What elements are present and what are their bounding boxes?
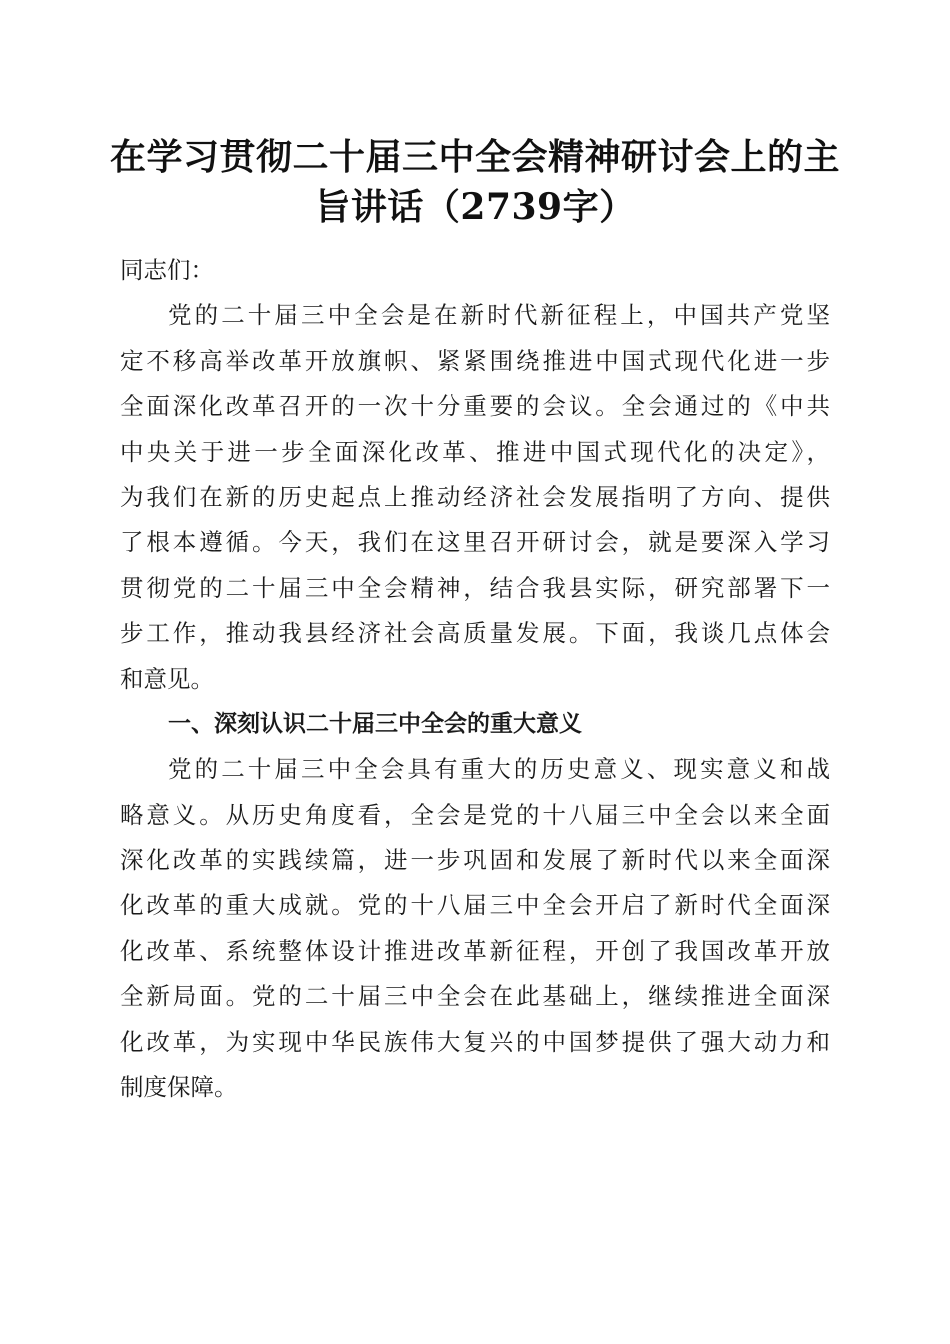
paragraph-line: 为我们在新的历史起点上推动经济社会发展指明了方向、提供	[120, 482, 830, 511]
salutation: 同志们：	[120, 256, 214, 284]
document-body	[120, 248, 830, 1110]
paragraph-line: 和意见。	[120, 664, 214, 693]
paragraph-line: 制度保障。	[120, 1073, 238, 1102]
paragraph-line: 化改革、系统整体设计推进改革新征程，开创了我国改革开放	[120, 936, 830, 965]
paragraph-line: 贯彻党的二十届三中全会精神，结合我县实际，研究部署下一	[120, 573, 830, 602]
paragraph-line: 化改革，为实现中华民族伟大复兴的中国梦提供了强大动力和	[120, 1027, 830, 1056]
paragraph-line: 化改革的重大成就。党的十八届三中全会开启了新时代全面深	[120, 891, 830, 920]
paragraph-line: 略意义。从历史角度看，全会是党的十八届三中全会以来全面	[120, 800, 830, 829]
document-title	[100, 132, 850, 232]
paragraph-line: 深化改革的实践续篇，进一步巩固和发展了新时代以来全面深	[120, 846, 830, 875]
paragraph-significance	[120, 747, 830, 1110]
paragraph-line: 党的二十届三中全会是在新时代新征程上，中国共产党坚	[168, 301, 830, 330]
paragraph-line: 定不移高举改革开放旗帜、紧紧围绕推进中国式现代化进一步	[120, 346, 830, 375]
paragraph-line: 全面深化改革召开的一次十分重要的会议。全会通过的《中共	[120, 392, 830, 421]
paragraph-intro	[120, 293, 830, 702]
section-heading: 一、深刻认识二十届三中全会的重大意义	[168, 710, 582, 737]
paragraph-line: 中央关于进一步全面深化改革、推进中国式现代化的决定》，	[120, 437, 830, 466]
paragraph-line: 了根本遵循。今天，我们在这里召开研讨会，就是要深入学习	[120, 528, 830, 557]
paragraph-line: 步工作，推动我县经济社会高质量发展。下面，我谈几点体会	[120, 619, 830, 648]
paragraph-line: 全新局面。党的二十届三中全会在此基础上，继续推进全面深	[120, 982, 830, 1011]
title-line-2: 旨讲话（2739字）	[314, 186, 636, 228]
paragraph-line: 党的二十届三中全会具有重大的历史意义、现实意义和战	[168, 755, 830, 784]
title-line-1: 在学习贯彻二十届三中全会精神研讨会上的主	[109, 136, 840, 178]
